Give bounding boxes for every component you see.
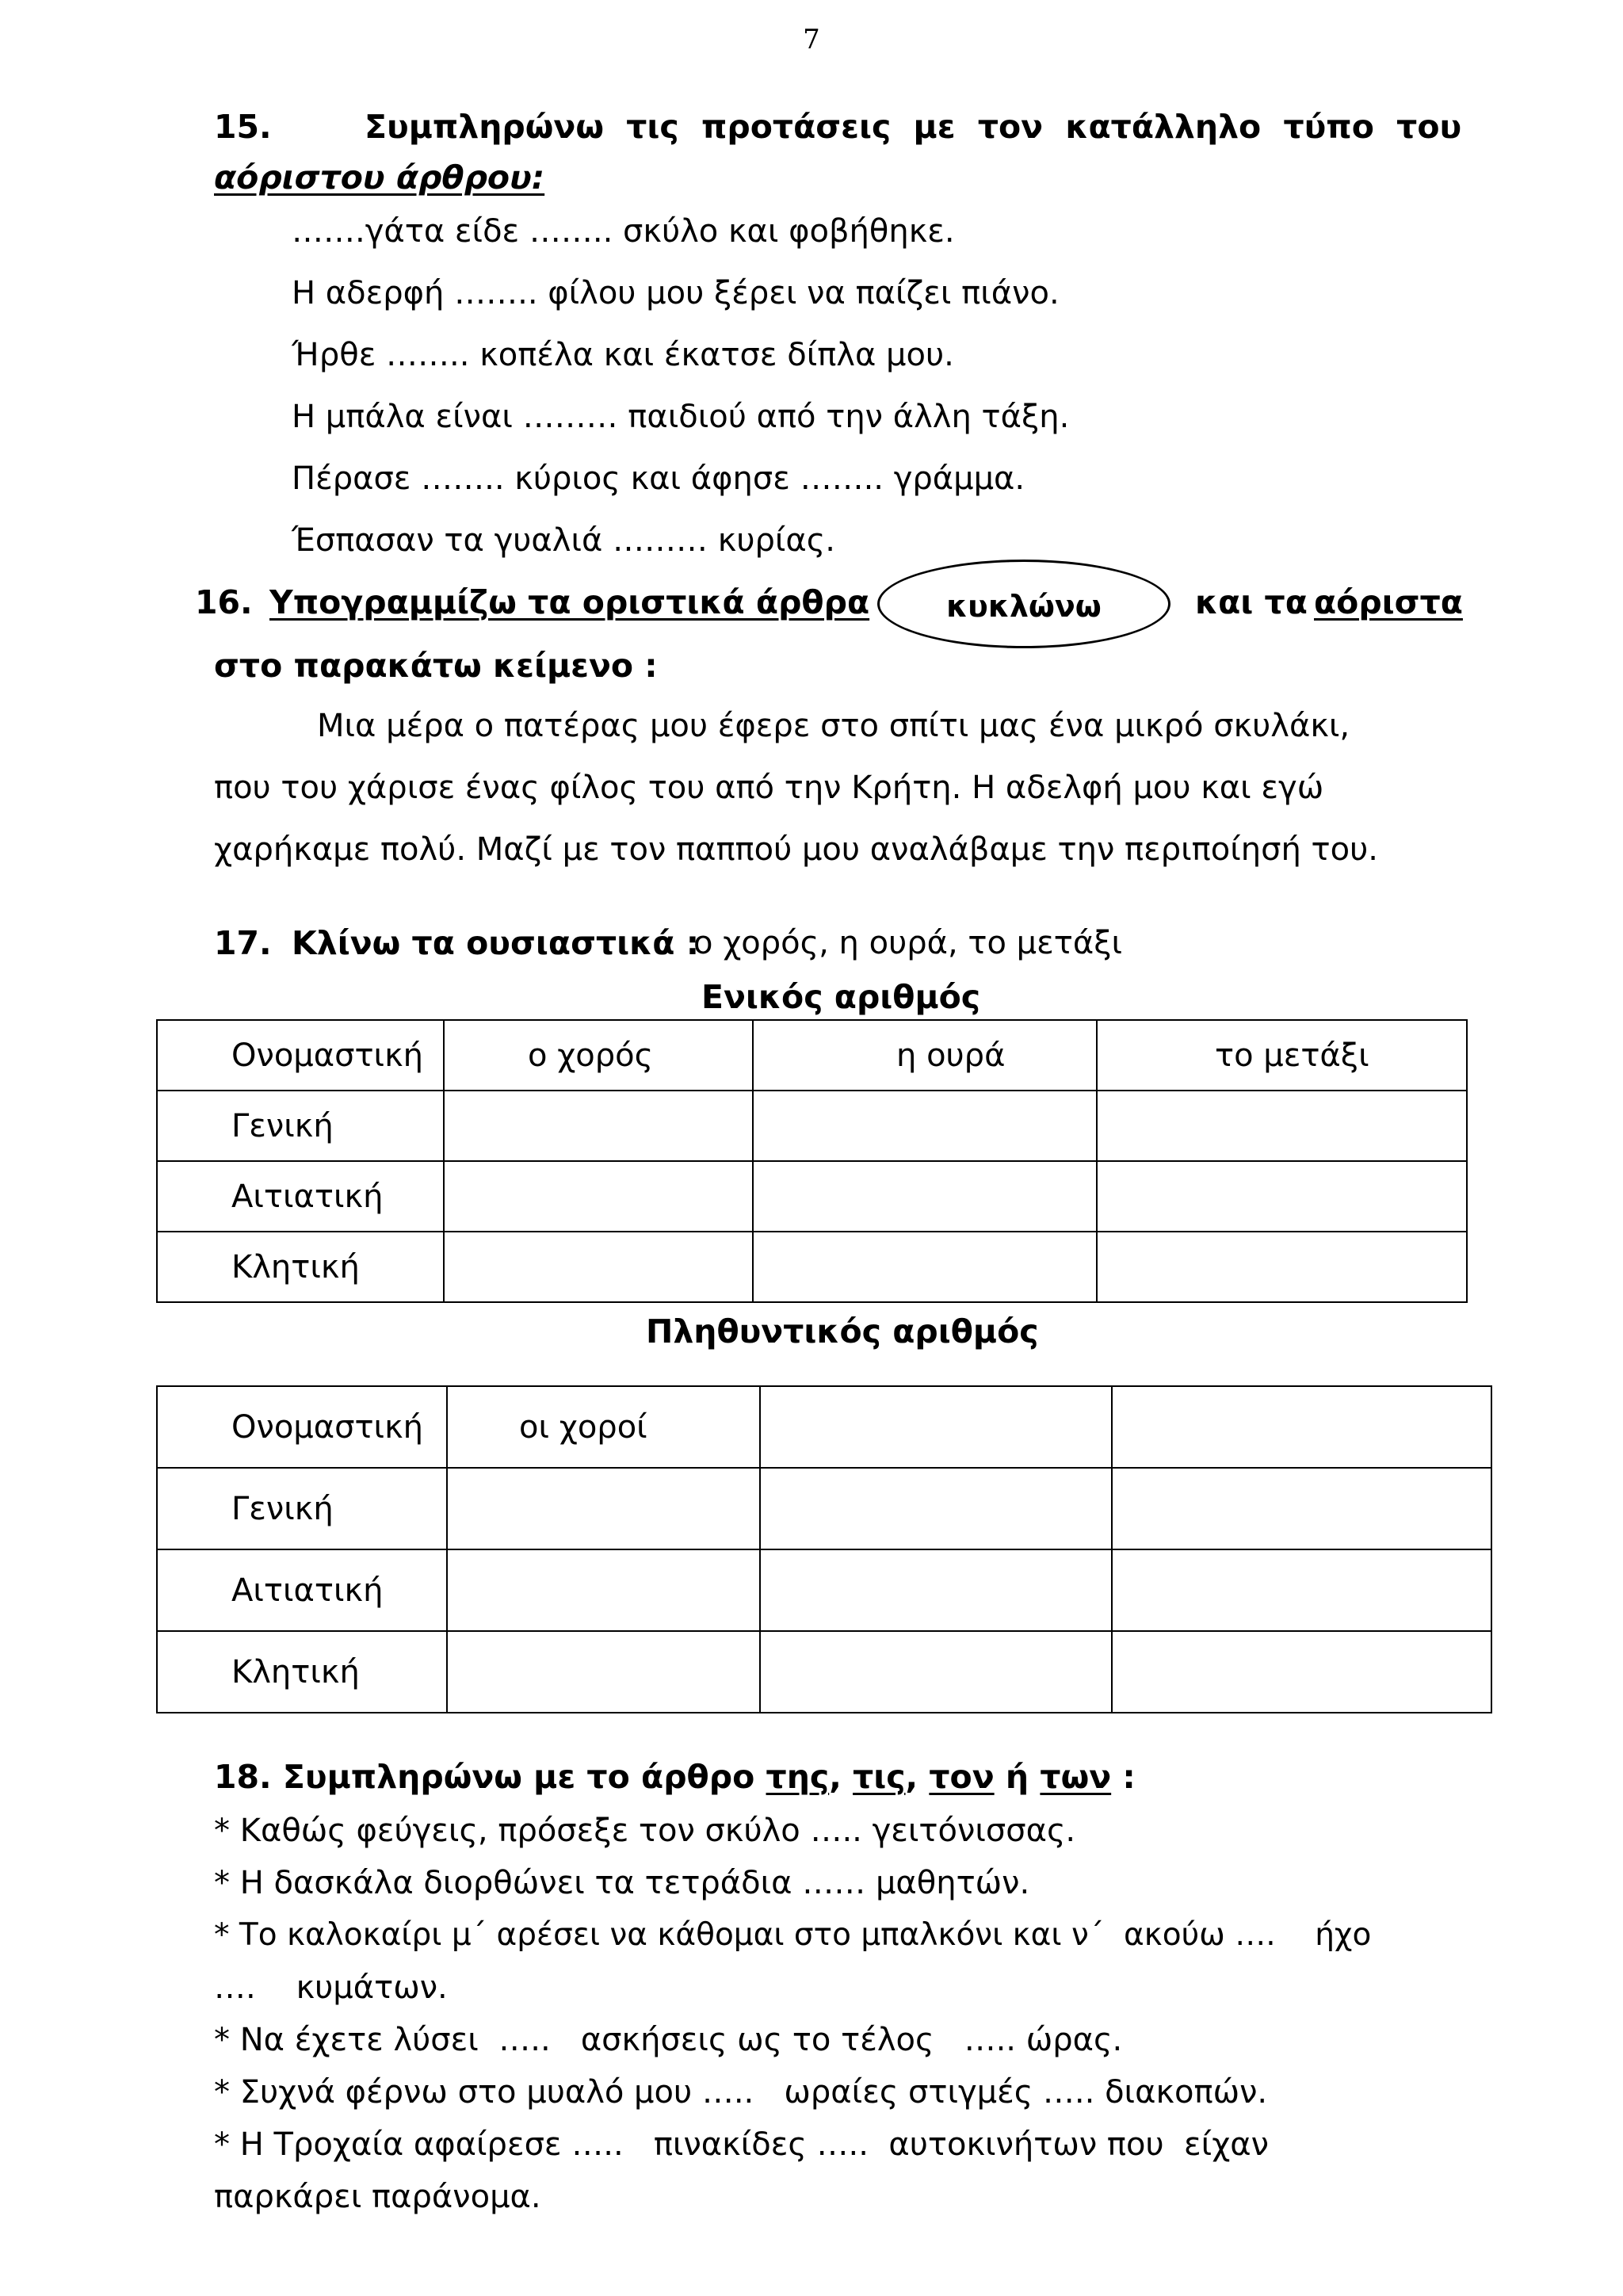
ex18-line-7: * Η Τροχαία αφαίρεσε ….. πινακίδες ….. αυτοκινήτων που είχαν [214,2126,1270,2163]
case-label: Γενική [157,1468,447,1549]
table-cell: ο χορός [444,1020,753,1091]
ex17-title: Κλίνω τα ουσιαστικά : [292,924,700,962]
ex18-title: Συμπληρώνω με το άρθρο [282,1758,755,1796]
table-row [157,1386,1491,1468]
ex17-nouns: ο χορός, η ουρά, το μετάξι [693,925,1123,961]
ex18-article-tis: της [766,1758,830,1796]
table-cell[interactable] [447,1631,760,1713]
table-row [157,1161,1467,1232]
table-cell[interactable] [760,1631,1112,1713]
ex18-line-2: * Η δασκάλα διορθώνει τα τετράδια …… μαθητών. [214,1865,1030,1901]
ex18-line-4: …. κυμάτων. [214,1969,448,2006]
ex15-line-6: Έσπασαν τα γυαλιά ……… κυρίας. [292,522,835,559]
ex18-line-5: * Να έχετε λύσει ….. ασκήσεις ως το τέλος ….. ώρας. [214,2022,1123,2058]
table-cell[interactable] [760,1468,1112,1549]
ex15-title-line2: αόριστου άρθρου: [214,159,545,197]
ex15-title: Συμπληρώνω τις προτάσεις με τον κατάλληλο τύπο του [365,108,1462,146]
oval-word: κυκλώνω [946,589,1102,624]
case-label: Αιτιατική [157,1161,444,1232]
ex15-line-1: …….γάτα είδε …….. σκύλο και φοβήθηκε. [292,213,955,250]
plural-table [156,1385,1492,1713]
ex16-text-line-1: Μια μέρα ο πατέρας μου έφερε στο σπίτι μας ένα μικρό σκυλάκι, [317,708,1350,744]
table-row [157,1631,1491,1713]
table-cell[interactable] [444,1232,753,1302]
table-cell[interactable] [447,1468,760,1549]
table-cell[interactable] [444,1161,753,1232]
table-cell[interactable] [1112,1631,1491,1713]
table-cell: οι χοροί [447,1386,760,1468]
ex15-line-5: Πέρασε …….. κύριος και άφησε …….. γράμμα. [292,460,1025,497]
table-cell[interactable] [760,1549,1112,1631]
ex18-or: ή [1005,1758,1029,1796]
ex15-number: 15. [214,108,272,146]
case-label: Αιτιατική [157,1549,447,1631]
ex18-line-3: * Το καλοκαίρι μ΄ αρέσει να κάθομαι στο μπαλκόνι και ν΄ ακούω …. ήχο [214,1917,1372,1953]
ex18-number: 18. [214,1758,272,1796]
table-cell: το μετάξι [1097,1020,1467,1091]
ex15-line-3: Ήρθε …….. κοπέλα και έκατσε δίπλα μου. [292,337,954,373]
table-cell[interactable] [1112,1468,1491,1549]
ex16-title-and: και τα [1195,583,1308,621]
table-cell[interactable] [753,1232,1097,1302]
circle-oval-label [877,560,1170,648]
plural-heading: Πληθυντικός αριθμός [646,1312,1039,1350]
ex16-title-underline: Υπογραμμίζω τα οριστικά άρθρα [269,583,870,621]
table-row [157,1468,1491,1549]
table-cell[interactable] [753,1091,1097,1161]
ex16-title-line2: στο παρακάτω κείμενο : [214,647,658,685]
ex16-number: 16. [195,583,253,621]
table-cell[interactable] [760,1386,1112,1468]
case-label: Κλητική [157,1232,444,1302]
table-row [157,1232,1467,1302]
ex18-line-6: * Συχνά φέρνω στο μυαλό μου ….. ωραίες στιγμές ….. διακοπών. [214,2074,1268,2111]
table-cell[interactable] [753,1161,1097,1232]
page-number: 7 [803,24,820,55]
ex18-article-tis-plural: τις [853,1758,906,1796]
table-cell[interactable] [1097,1091,1467,1161]
table-row [157,1549,1491,1631]
ex17-number: 17. [214,924,272,962]
table-cell[interactable] [447,1549,760,1631]
table-cell[interactable] [1112,1386,1491,1468]
ex16-title-indefinite: αόριστα [1314,583,1463,621]
table-row [157,1020,1467,1091]
ex18-article-ton-plural: των [1040,1758,1112,1796]
ex18-line-1: * Καθώς φεύγεις, πρόσεξε τον σκύλο ….. γειτόνισσας. [214,1813,1076,1849]
case-label: Ονομαστική [157,1386,447,1468]
ex16-text-line-2: που του χάρισε ένας φίλος του από την Κρήτη. Η αδελφή μου και εγώ [214,770,1324,806]
ex18-title-row: 18. Συμπληρώνω με το άρθρο της, τις, τον ή των : [214,1758,1136,1796]
table-cell[interactable] [1097,1232,1467,1302]
case-label: Ονομαστική [157,1020,444,1091]
ex15-line-2: Η αδερφή …….. φίλου μου ξέρει να παίζει πιάνο. [292,275,1060,311]
singular-heading: Ενικός αριθμός [701,978,981,1016]
table-cell[interactable] [1097,1161,1467,1232]
table-cell[interactable] [1112,1549,1491,1631]
ex16-text-line-3: χαρήκαμε πολύ. Μαζί με τον παππού μου αναλάβαμε την περιποίησή του. [214,831,1378,868]
ex15-line-4: Η μπάλα είναι ……… παιδιού από την άλλη τάξη. [292,399,1070,435]
table-cell: η ουρά [753,1020,1097,1091]
table-cell[interactable] [444,1091,753,1161]
ex18-article-ton: τον [929,1758,995,1796]
table-row [157,1091,1467,1161]
case-label: Γενική [157,1091,444,1161]
case-label: Κλητική [157,1631,447,1713]
ex18-colon: : [1122,1758,1136,1796]
singular-table [156,1019,1468,1303]
ex18-line-8: παρκάρει παράνομα. [214,2179,541,2215]
